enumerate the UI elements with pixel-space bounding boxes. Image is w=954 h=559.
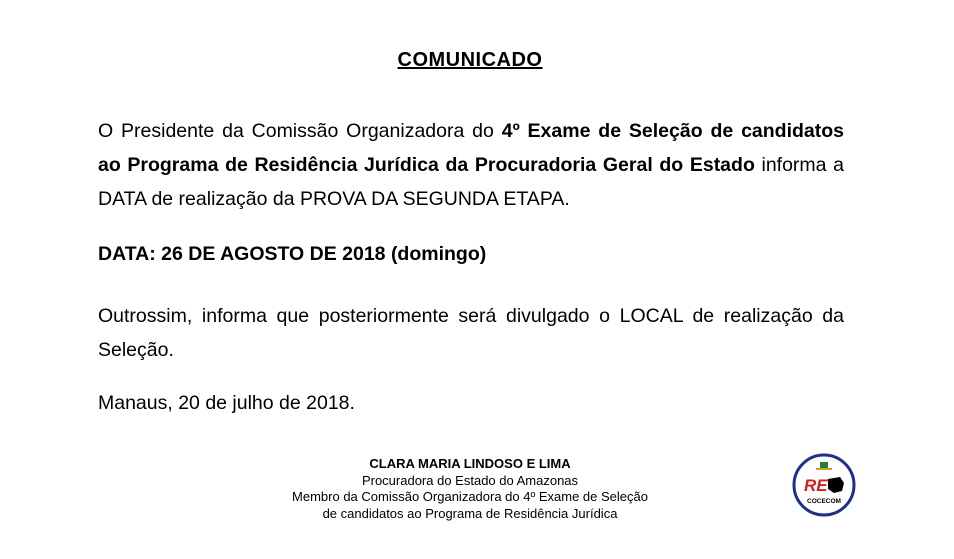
place-and-date: Manaus, 20 de julho de 2018. [98, 392, 355, 414]
paragraph-location-notice: Outrossim, informa que posteriormente será divulgado o LOCAL de realização da Seleção. [98, 305, 844, 361]
logo-caption: COCECOM [807, 498, 841, 505]
signature-block [260, 456, 680, 522]
exam-date-line: DATA: 26 DE AGOSTO DE 2018 (domingo) [98, 243, 487, 265]
signatory-committee: Membro da Comissão Organizadora do 4º Exame de Seleção [292, 489, 648, 504]
paragraph-announcement [98, 114, 844, 216]
signatory-program: de candidatos ao Programa de Residência Jurídica [322, 505, 618, 521]
announcement-exam-name: 4º Exame de Seleção de candidatos ao Programa de Residência Jurídica da Procuradoria Geral do Estado [98, 120, 845, 176]
announcement-text-start: O Presidente da Comissão Organizadora do [98, 120, 502, 142]
logo-mark-text: RE [804, 476, 828, 495]
signatory-name: CLARA MARIA LINDOSO E LIMA [369, 456, 571, 471]
signatory-role: Procuradora do Estado do Amazonas [361, 472, 579, 488]
announcement-text-end: informa a DATA de realização da PROVA DA SEGUNDA ETAPA. [98, 154, 844, 210]
document-title: COMUNICADO [397, 49, 543, 71]
cocecom-seal-icon [792, 453, 856, 517]
